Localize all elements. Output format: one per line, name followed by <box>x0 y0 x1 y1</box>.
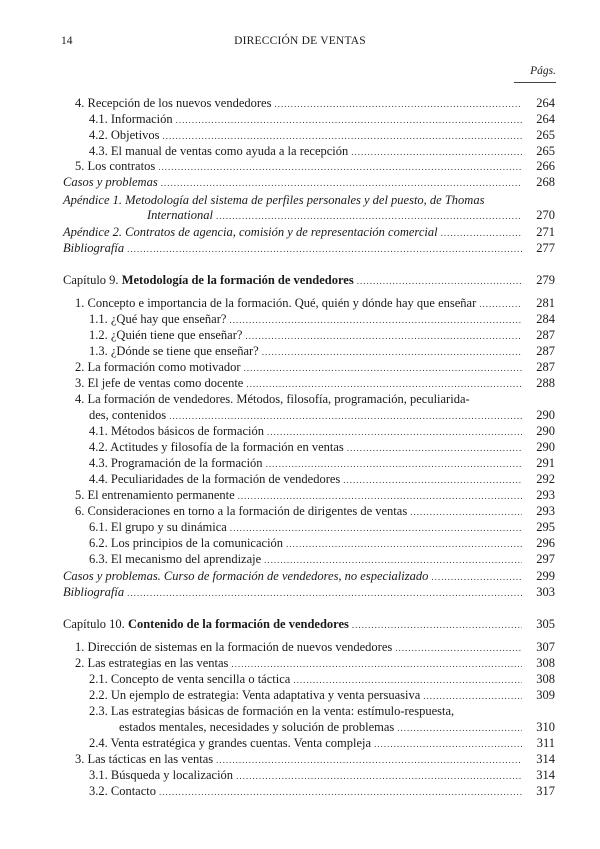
toc-entry: 4.2. Objetivos ..... 265 <box>89 127 555 144</box>
toc-entry: 4.1. Métodos básicos de formación ..... 290 <box>89 423 555 440</box>
toc-entry: 2.2. Un ejemplo de estrategia: Venta adaptativa y venta persuasiva ..... 309 <box>89 687 555 704</box>
chapter-heading: Capítulo 9. Metodología de la formación de vendedores ..... 279 <box>63 272 555 289</box>
toc-entry: 3. El jefe de ventas como docente ..... 288 <box>75 375 555 392</box>
toc-entry: 4.2. Actitudes y filosofía de la formación en ventas ..... 290 <box>89 439 555 456</box>
toc-entry: 6.2. Los principios de la comunicación ..... 296 <box>89 535 555 552</box>
toc-entry: estados mentales, necesidades y solución de problemas ..... 310 <box>119 719 555 736</box>
toc-entry-line: 4. La formación de vendedores. Métodos, filosofía, programación, peculiarida- <box>75 392 470 406</box>
toc-entry: 6. Consideraciones en torno a la formación de dirigentes de ventas ..... 293 <box>75 503 555 520</box>
toc-entry: 4.4. Peculiaridades de la formación de vendedores ..... 292 <box>89 471 555 488</box>
toc-entry: 5. El entrenamiento permanente ..... 293 <box>75 487 555 504</box>
chapter-heading: Capítulo 10. Contenido de la formación de vendedores ..... 305 <box>63 616 555 633</box>
toc-entry: 4.3. El manual de ventas como ayuda a la recepción ..... 265 <box>89 143 555 160</box>
toc-entry-line: 2.3. Las estrategias básicas de formación en la venta: estímulo-respuesta, <box>89 704 455 718</box>
toc-entry: 2. La formación como motivador ..... 287 <box>75 359 555 376</box>
running-head: DIRECCIÓN DE VENTAS <box>234 35 366 47</box>
toc-entry: Apéndice 2. Contratos de agencia, comisión y de representación comercial ..... 271 <box>63 224 555 241</box>
pags-rule <box>514 82 556 83</box>
toc-entry: 1.1. ¿Qué hay que enseñar? ..... 284 <box>89 311 555 328</box>
toc-entry: Casos y problemas. Curso de formación de vendedores, no especializado ..... 299 <box>63 568 555 585</box>
toc-entry: 4.1. Información ..... 264 <box>89 111 555 128</box>
toc-entry: International ..... 270 <box>147 207 555 224</box>
toc-entry: 6.1. El grupo y su dinámica ..... 295 <box>89 519 555 536</box>
toc-entry: 4. Recepción de los nuevos vendedores ..... 264 <box>75 95 555 112</box>
toc-entry: 3. Las tácticas en las ventas ..... 314 <box>75 751 555 768</box>
toc-entry: 3.1. Búsqueda y localización ..... 314 <box>89 767 555 784</box>
toc-entry: 5. Los contratos ..... 266 <box>75 158 555 175</box>
toc-entry: 2.4. Venta estratégica y grandes cuentas. Venta compleja ..... 311 <box>89 735 555 752</box>
toc-entry: 1. Concepto e importancia de la formación. Qué, quién y dónde hay que enseñar ..... 281 <box>75 295 555 312</box>
toc-entry: 2.1. Concepto de venta sencilla o táctica ..... 308 <box>89 671 555 688</box>
toc-entry: 3.2. Contacto ..... 317 <box>89 783 555 800</box>
toc-entry: 1.2. ¿Quién tiene que enseñar? ..... 287 <box>89 327 555 344</box>
toc-entry: 6.3. El mecanismo del aprendizaje ..... 297 <box>89 551 555 568</box>
toc-entry-line: Apéndice 1. Metodología del sistema de perfiles personales y del puesto, de Thomas <box>63 193 485 207</box>
toc-entry: Casos y problemas ..... 268 <box>63 174 555 191</box>
toc-entry: 4.3. Programación de la formación ..... 291 <box>89 455 555 472</box>
toc-entry: Bibliografía ..... 303 <box>63 584 555 601</box>
toc-entry: des, contenidos ..... 290 <box>89 407 555 424</box>
toc-entry: 1. Dirección de sistemas en la formación de nuevos vendedores ..... 307 <box>75 639 555 656</box>
pags-label: Págs. <box>530 65 556 77</box>
toc-entry: Bibliografía ..... 277 <box>63 240 555 257</box>
toc-entry: 2. Las estrategias en las ventas ..... 308 <box>75 655 555 672</box>
page-number: 14 <box>61 35 73 47</box>
toc-entry: 1.3. ¿Dónde se tiene que enseñar? ..... 287 <box>89 343 555 360</box>
